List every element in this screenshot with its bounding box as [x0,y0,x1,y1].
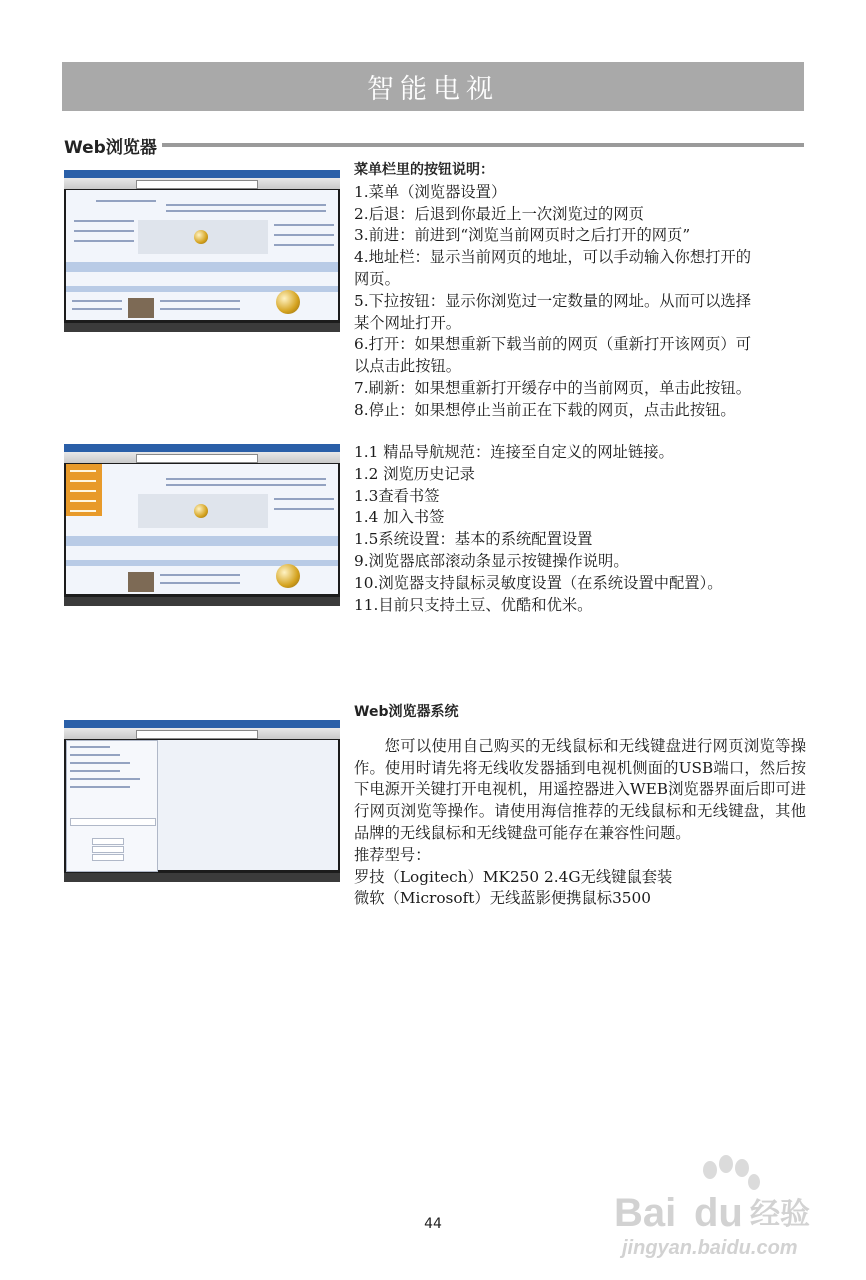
text-line: 1.2 浏览历史记录 [354,464,475,483]
text-line: 9.浏览器底部滚动条显示按键操作说明。 [354,551,629,570]
text-line: 某个网址打开。 [354,313,462,332]
browser-menu-dropdown [66,464,102,516]
text-line: 1.4 加入书签 [354,508,445,527]
text-line: 3.前进：前进到“浏览当前网页时之后打开的网页” [354,226,691,245]
text-line: 5.下拉按钮：显示你浏览过一定数量的网址。从而可以选择 [354,291,752,310]
browser-system-heading: Web浏览器系统 [354,704,459,720]
text-line: 1.1 精品导航规范：连接至自定义的网址链接。 [354,443,674,461]
text-line: 11.目前只支持土豆、优酷和优米。 [354,595,593,614]
browser-screenshot-main [64,170,340,332]
watermark-brand-left: Bai [614,1191,677,1235]
page-number: 44 [424,1216,442,1232]
menu-items-description [354,442,806,616]
text-line: 4.地址栏：显示当前网页的地址，可以手动输入你想打开的 [354,248,752,267]
menu-buttons-description [354,160,806,422]
text-line: 8.停止：如果想停止当前正在下载的网页，点击此按钮。 [354,400,736,419]
text-line: 10.浏览器支持鼠标灵敏度设置（在系统设置中配置）。 [354,573,723,592]
baidu-paw-icon [612,1150,827,1260]
text-line: 6.打开：如果想重新下载当前的网页（重新打开该网页）可 [354,335,752,354]
text-line: 1.菜单（浏览器设置） [354,182,507,201]
browser-screenshot-menu [64,444,340,606]
text-line: 微软（Microsoft）无线蓝影便携鼠标3500 [354,889,652,908]
text-line: 1.3查看书签 [354,486,440,505]
watermark-url: jingyan.baidu.com [622,1237,798,1259]
browser-screenshot-settings [64,720,340,882]
text-line: 1.5系统设置：基本的系统配置设置 [354,530,593,549]
section-divider [162,143,804,147]
menu-buttons-heading: 菜单栏里的按钮说明： [354,162,494,178]
text-line: 罗技（Logitech）MK250 2.4G无线键鼠套装 [354,867,673,886]
chapter-title: 智能电视 [367,74,499,105]
text-line: 2.后退：后退到你最近上一次浏览过的网页 [354,204,644,223]
text-line: 7.刷新：如果想重新打开缓存中的当前网页，单击此按钮。 [354,378,752,397]
watermark-brand-right: du [694,1191,743,1235]
browser-system-paragraph: 您可以使用自己购买的无线鼠标和无线键盘进行网页浏览等操作。使用时请先将无线收发器插到电视机侧面的USB端口，然后按下电源开关键打开电视机，用遥控器进入WEB浏览器界面后即可进行网页浏览等操作。请使用海信推荐的无线鼠标和无线键盘，其他品牌的无线鼠标和无线键盘可能存在兼容性问题。 [354,736,806,842]
text-line: 推荐型号： [354,845,431,864]
watermark-suffix: 经验 [750,1197,810,1232]
text-line: 以点击此按钮。 [354,357,462,376]
baidu-jingyan-watermark [612,1150,827,1260]
section-title: Web浏览器 [64,138,157,158]
text-line: 网页。 [354,269,400,288]
browser-system-section [354,702,806,910]
chapter-banner [62,62,804,111]
